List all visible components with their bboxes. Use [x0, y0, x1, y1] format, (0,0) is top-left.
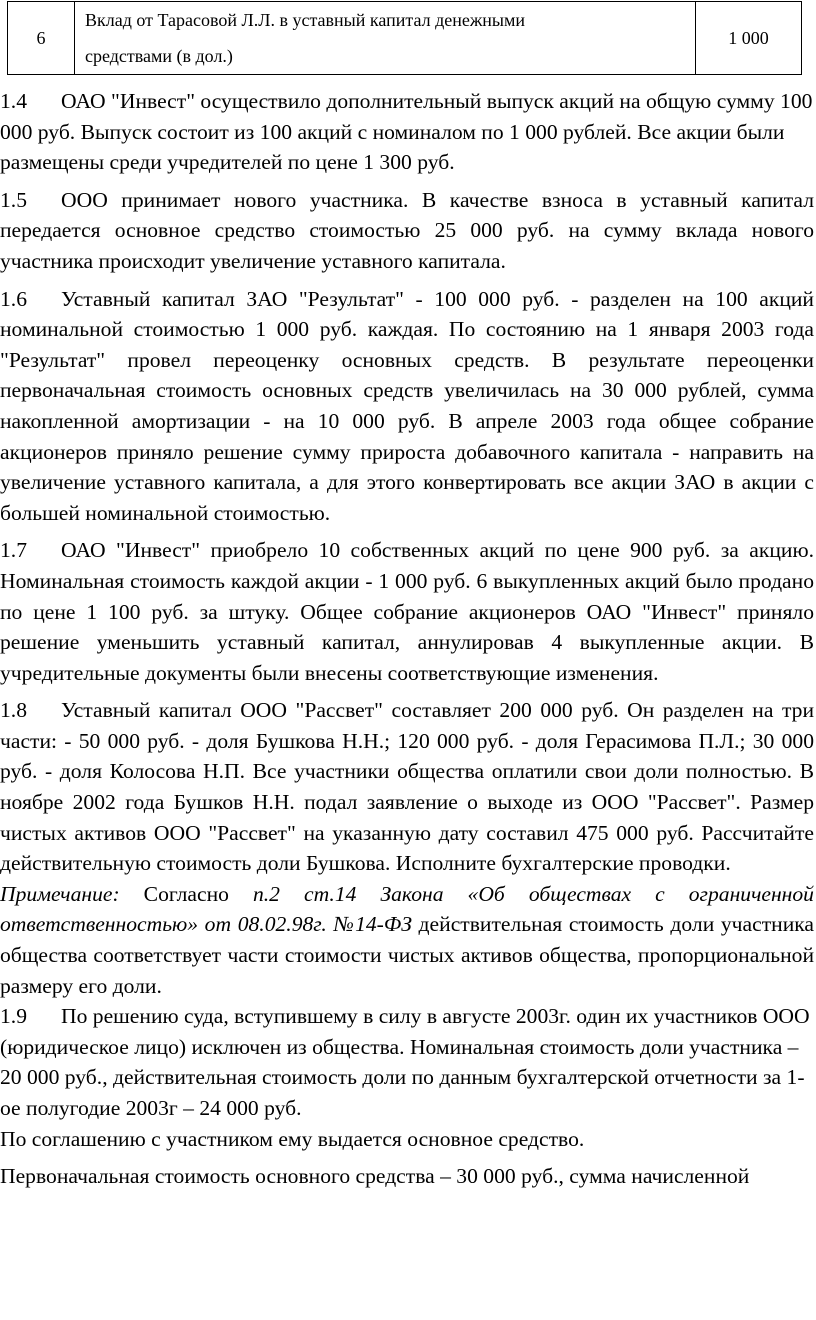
paragraph-1-8	[0, 695, 814, 879]
row-description-cell	[75, 2, 696, 75]
paragraph-number: 1.9	[0, 1004, 27, 1029]
note-law-reference: п.2 ст.14 Закона «Об обществах с ограниченной ответственностью» от 08.02.98г. №14-ФЗ	[0, 881, 814, 937]
paragraph-text: По решению суда, вступившему в силу в августе 2003г. один их участников ООО (юридическое лицо) исключен из общества. Номинальная стоимость доли участника – 20 000 руб., действительная стоимость доли по данным бухгалтерской отчетности за 1-ое полугодие 2003г – 24 000 руб.	[0, 1004, 810, 1120]
paragraph-text: ОАО "Инвест" приобрело 10 собственных акций по цене 900 руб. за акцию. Номинальная стоимость каждой акции - 1 000 руб. 6 выкупленных акций было продано по цене 1 100 руб. за штуку. Общее собрание акционеров ОАО "Инвест" приняло решение уменьшить уставный капитал, аннулировав 4 выкупленные акции. В учредительные документы были внесены соответствующие изменения.	[0, 538, 814, 685]
paragraph-1-7	[0, 535, 814, 688]
table-row	[8, 2, 802, 75]
paragraph-number: 1.5	[0, 187, 27, 212]
paragraph-number: 1.7	[0, 538, 27, 563]
paragraph-text: Уставный капитал ЗАО "Результат" - 100 000 руб. - разделен на 100 акций номинальной стоимостью 1 000 руб. каждая. По состоянию на 1 января 2003 года "Результат" провел переоценку основных средств. В результате переоценки первоначальная стоимость основных средств увеличилась на 30 000 рублей, сумма накопленной амортизации - на 10 000 руб. В апреле 2003 года общее собрание акционеров приняло решение сумму прироста добавочного капитала - направить на увеличение уставного капитала, а для этого конвертировать все акции ЗАО в акции с большей номинальной стоимостью.	[0, 286, 814, 525]
paragraph-1-5	[0, 185, 814, 277]
paragraph-note	[0, 879, 814, 1001]
paragraph-1-9-asset	[0, 1161, 814, 1192]
note-label: Примечание:	[0, 881, 120, 906]
paragraph-1-9	[0, 1001, 814, 1123]
row-description-line1: Вклад от Тарасовой Л.Л. в уставный капитал денежными	[85, 10, 526, 30]
note-text-2: действительная стоимость доли участника общества соответствует части стоимости чистых активов общества, пропорциональной размеру его доли.	[0, 912, 815, 998]
paragraph-text: ОАО "Инвест" осуществило дополнительный выпуск акций на общую сумму 100 000 руб. Выпуск состоит из 100 акций с номиналом по 1 000 рублей. Все акции были размещены среди учредителей по цене 1 300 руб.	[0, 89, 813, 175]
row-value-cell: 1 000	[696, 2, 802, 75]
paragraph-number: 1.6	[0, 286, 27, 311]
document-body	[0, 86, 814, 1199]
paragraph-text: Первоначальная стоимость основного средства – 30 000 руб., сумма начисленной	[0, 1164, 750, 1189]
paragraph-text: ООО принимает нового участника. В качестве взноса в уставный капитал передается основное средство стоимостью 25 000 руб. на сумму вклада нового участника происходит увеличение уставного капитала.	[0, 187, 814, 273]
paragraph-number: 1.4	[0, 89, 27, 113]
paragraph-1-4	[0, 86, 814, 178]
paragraph-number: 1.8	[0, 698, 27, 723]
row-number-cell: 6	[8, 2, 75, 75]
paragraph-1-9-agreement	[0, 1124, 814, 1155]
paragraph-text: Уставный капитал ООО "Рассвет" составляет 200 000 руб. Он разделен на три части: - 50 000 руб. - доля Бушкова Н.Н.; 120 000 руб. - доля Герасимова П.Л.; 30 000 руб. - доля Колосова Н.П. Все участники общества оплатили свои доли полностью. В ноябре 2002 года Бушков Н.Н. подал заявление о выходе из ООО "Рассвет". Размер чистых активов ООО "Рассвет" на указанную дату составил 475 000 руб. Рассчитайте действительную стоимость доли Бушкова. Исполните бухгалтерские проводки.	[0, 698, 814, 876]
note-text-1: Согласно	[119, 881, 253, 906]
paragraph-text: По соглашению с участником ему выдается основное средство.	[0, 1126, 585, 1151]
paragraph-1-6	[0, 284, 814, 529]
row-description-line2: средствами (в дол.)	[85, 46, 233, 66]
contributions-table	[7, 1, 802, 75]
